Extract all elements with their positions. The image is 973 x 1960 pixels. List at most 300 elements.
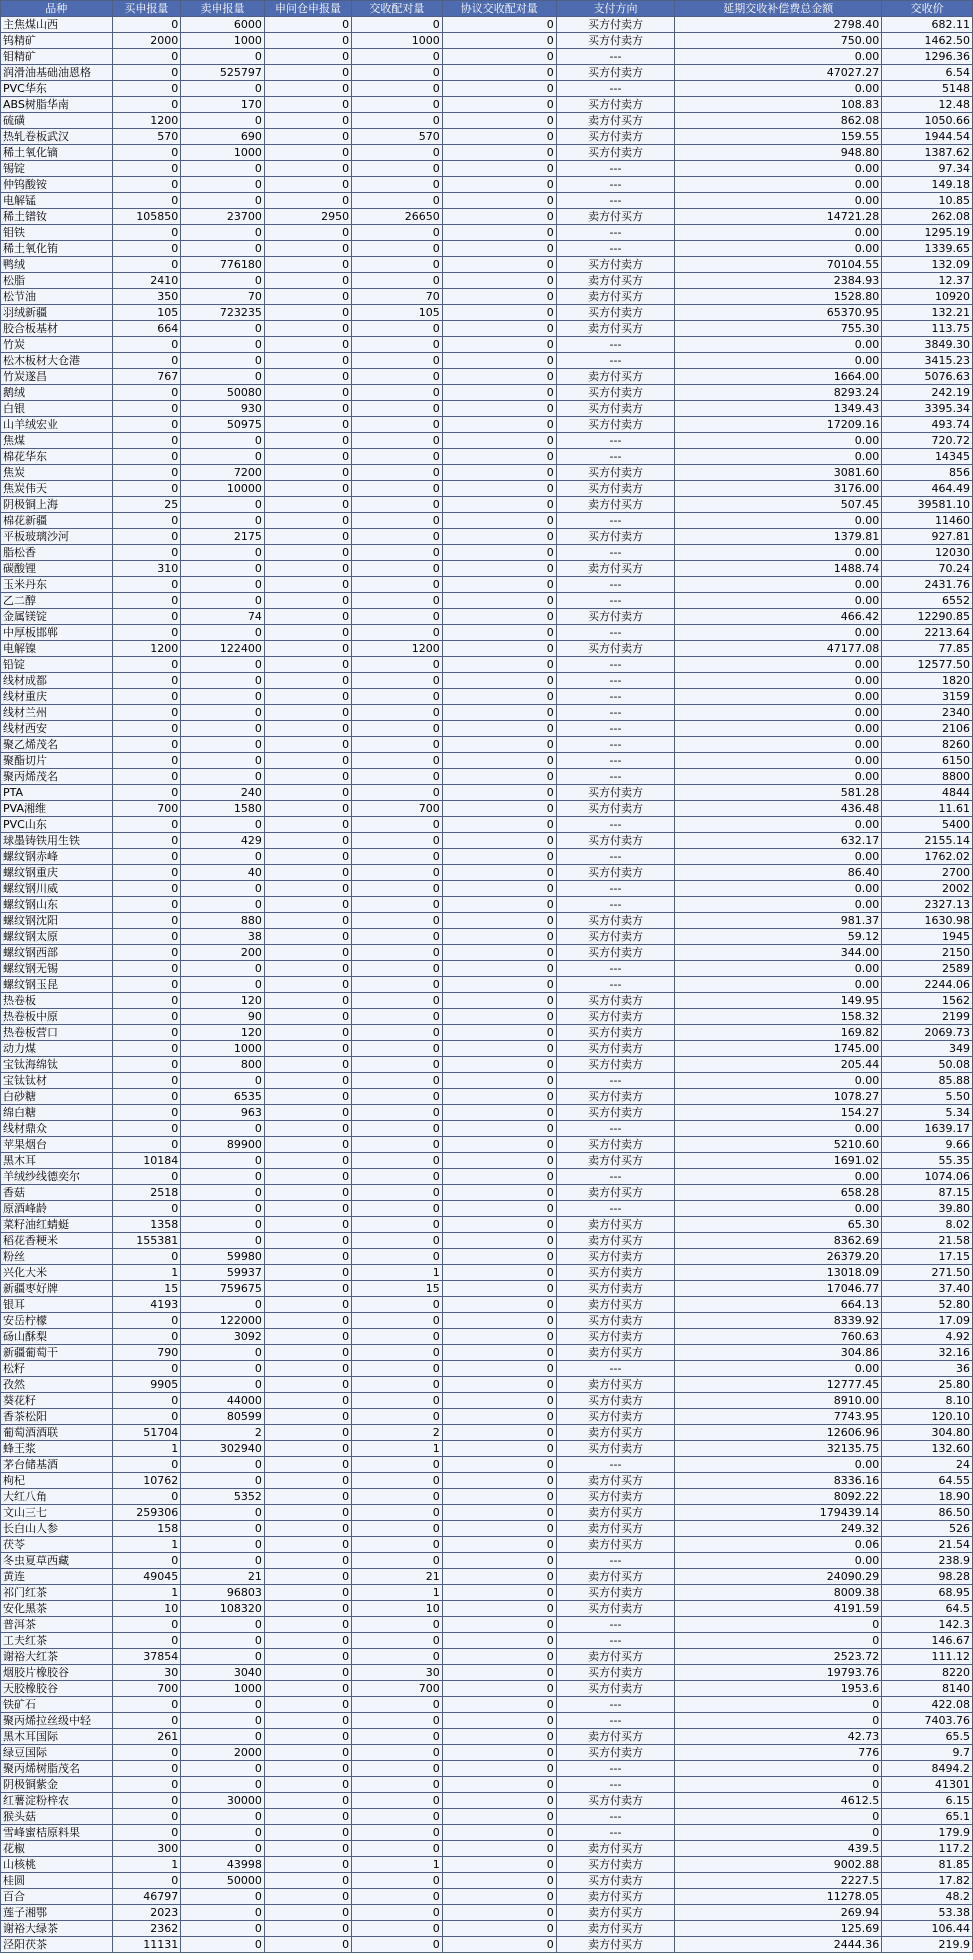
col-sell-declared-cell: 89900 — [181, 1137, 265, 1153]
col-compensation-total-cell: 86.40 — [675, 865, 882, 881]
col-variety-cell: 黑木耳 — [1, 1153, 113, 1169]
col-compensation-total-cell: 0.00 — [675, 737, 882, 753]
col-payment-direction-cell: --- — [556, 705, 675, 721]
col-compensation-total-cell: 8009.38 — [675, 1585, 882, 1601]
col-delivery-matched-cell: 0 — [352, 1937, 443, 1953]
col-warehouse-declared-cell: 0 — [264, 1601, 351, 1617]
col-delivery-matched-cell: 0 — [352, 81, 443, 97]
col-payment-direction-cell: --- — [556, 1697, 675, 1713]
col-agreement-matched-cell: 0 — [442, 145, 556, 161]
col-payment-direction-cell: --- — [556, 449, 675, 465]
col-agreement-matched-cell: 0 — [442, 65, 556, 81]
col-variety-cell: 松木板材大仓港 — [1, 353, 113, 369]
col-delivery-matched-cell: 2 — [352, 1425, 443, 1441]
table-row — [1, 49, 973, 65]
col-warehouse-declared-cell: 0 — [264, 353, 351, 369]
col-compensation-total-cell: 0.06 — [675, 1537, 882, 1553]
table-row — [1, 1329, 973, 1345]
col-agreement-matched-cell: 0 — [442, 1185, 556, 1201]
col-warehouse-declared-cell: 0 — [264, 1233, 351, 1249]
col-sell-declared-cell: 0 — [181, 433, 265, 449]
col-variety-cell: 松籽 — [1, 1361, 113, 1377]
col-delivery-matched-cell: 0 — [352, 529, 443, 545]
col-agreement-matched-cell: 0 — [442, 1569, 556, 1585]
col-sell-declared-cell: 38 — [181, 929, 265, 945]
col-compensation-total-cell: 0.00 — [675, 1457, 882, 1473]
col-delivery-price-cell: 25.80 — [882, 1377, 973, 1393]
table-row — [1, 401, 973, 417]
col-compensation-total-cell: 0.00 — [675, 353, 882, 369]
col-payment-direction-cell: 卖方付买方 — [556, 1425, 675, 1441]
col-variety-cell: 银耳 — [1, 1297, 113, 1313]
col-delivery-matched-cell: 0 — [352, 497, 443, 513]
col-delivery-price-cell: 3415.23 — [882, 353, 973, 369]
table-row — [1, 1377, 973, 1393]
col-buy-declared-cell: 0 — [112, 1777, 181, 1793]
table-row — [1, 977, 973, 993]
col-delivery-price-cell: 64.55 — [882, 1473, 973, 1489]
col-buy-declared-cell: 0 — [112, 1249, 181, 1265]
col-buy-declared-cell: 0 — [112, 913, 181, 929]
col-agreement-matched-cell: 0 — [442, 641, 556, 657]
table-row — [1, 721, 973, 737]
col-buy-declared-cell: 0 — [112, 257, 181, 273]
col-warehouse-declared-cell: 0 — [264, 1825, 351, 1841]
col-compensation-total-cell: 0 — [675, 1761, 882, 1777]
col-buy-declared-cell: 0 — [112, 865, 181, 881]
col-payment-direction-cell: 买方付卖方 — [556, 385, 675, 401]
col-agreement-matched-cell: 0 — [442, 945, 556, 961]
col-delivery-matched-cell: 0 — [352, 1873, 443, 1889]
col-sell-declared-cell: 0 — [181, 721, 265, 737]
col-delivery-matched-cell: 0 — [352, 1473, 443, 1489]
col-compensation-total-cell: 0 — [675, 1777, 882, 1793]
col-agreement-matched-cell: 0 — [442, 161, 556, 177]
col-buy-declared-cell: 0 — [112, 1393, 181, 1409]
col-sell-declared-cell: 0 — [181, 1697, 265, 1713]
col-delivery-matched-cell: 700 — [352, 801, 443, 817]
col-delivery-matched-cell: 0 — [352, 577, 443, 593]
col-compensation-total-cell: 169.82 — [675, 1025, 882, 1041]
col-delivery-matched-cell: 0 — [352, 353, 443, 369]
col-warehouse-declared-cell: 0 — [264, 1777, 351, 1793]
col-sell-declared-cell: 2175 — [181, 529, 265, 545]
col-agreement-matched-cell: 0 — [442, 593, 556, 609]
table-row — [1, 1697, 973, 1713]
col-sell-declared-cell: 0 — [181, 1297, 265, 1313]
col-warehouse-declared-cell: 0 — [264, 1473, 351, 1489]
col-warehouse-declared-cell: 0 — [264, 1505, 351, 1521]
col-delivery-matched-cell: 0 — [352, 545, 443, 561]
col-agreement-matched-cell: 0 — [442, 961, 556, 977]
col-warehouse-declared-cell: 0 — [264, 1921, 351, 1937]
col-warehouse-declared-cell: 0 — [264, 481, 351, 497]
col-warehouse-declared-cell: 0 — [264, 593, 351, 609]
col-warehouse-declared-cell: 0 — [264, 1697, 351, 1713]
col-warehouse-declared-cell: 0 — [264, 129, 351, 145]
col-delivery-matched-cell: 0 — [352, 689, 443, 705]
col-compensation-total-cell: 1349.43 — [675, 401, 882, 417]
col-delivery-matched-cell: 0 — [352, 913, 443, 929]
col-delivery-matched-cell: 0 — [352, 1521, 443, 1537]
col-sell-declared-cell: 120 — [181, 993, 265, 1009]
col-agreement-matched-cell: 0 — [442, 1809, 556, 1825]
col-payment-direction-cell: --- — [556, 1809, 675, 1825]
col-agreement-matched-cell: 0 — [442, 1745, 556, 1761]
col-delivery-matched-cell: 0 — [352, 1809, 443, 1825]
table-row — [1, 1217, 973, 1233]
col-delivery-price-cell: 39.80 — [882, 1201, 973, 1217]
col-delivery-matched-cell: 570 — [352, 129, 443, 145]
col-delivery-price-cell: 3395.34 — [882, 401, 973, 417]
col-agreement-matched-cell: 0 — [442, 417, 556, 433]
col-delivery-matched-cell: 0 — [352, 1249, 443, 1265]
col-warehouse-declared-cell: 0 — [264, 1745, 351, 1761]
col-compensation-total-cell: 1488.74 — [675, 561, 882, 577]
col-variety-cell: 稀土氧化镝 — [1, 145, 113, 161]
col-compensation-total-cell: 0.00 — [675, 161, 882, 177]
col-agreement-matched-cell: 0 — [442, 433, 556, 449]
col-agreement-matched-cell: 0 — [442, 209, 556, 225]
col-variety-cell: 泾阳茯茶 — [1, 1937, 113, 1953]
col-delivery-price-cell: 2106 — [882, 721, 973, 737]
col-sell-declared-cell: 0 — [181, 1505, 265, 1521]
col-sell-declared-cell: 5352 — [181, 1489, 265, 1505]
col-warehouse-declared-cell: 0 — [264, 1025, 351, 1041]
col-variety-cell: 山核桃 — [1, 1857, 113, 1873]
col-delivery-price-cell: 3849.30 — [882, 337, 973, 353]
col-buy-declared-cell: 0 — [112, 529, 181, 545]
col-warehouse-declared-cell: 2950 — [264, 209, 351, 225]
col-buy-declared-cell: 0 — [112, 353, 181, 369]
col-variety-cell: 枸杞 — [1, 1473, 113, 1489]
col-buy-declared-cell: 0 — [112, 1025, 181, 1041]
col-sell-declared-cell: 0 — [181, 193, 265, 209]
col-agreement-matched-cell: 0 — [442, 801, 556, 817]
col-warehouse-declared-cell: 0 — [264, 945, 351, 961]
col-buy-declared-cell: 350 — [112, 289, 181, 305]
col-compensation-total-cell: 0.00 — [675, 1121, 882, 1137]
col-variety-cell: 绿豆国际 — [1, 1745, 113, 1761]
col-buy-declared-cell: 0 — [112, 769, 181, 785]
col-warehouse-declared-cell: 0 — [264, 657, 351, 673]
col-compensation-total-cell: 0.00 — [675, 545, 882, 561]
table-row — [1, 817, 973, 833]
col-delivery-matched-cell: 0 — [352, 1537, 443, 1553]
table-row — [1, 1185, 973, 1201]
col-payment-direction-cell: --- — [556, 625, 675, 641]
col-buy-declared-cell: 0 — [112, 737, 181, 753]
col-delivery-price-cell: 55.35 — [882, 1153, 973, 1169]
col-compensation-total-cell: 8092.22 — [675, 1489, 882, 1505]
col-agreement-matched-cell: 0 — [442, 1345, 556, 1361]
col-buy-declared-cell: 0 — [112, 1329, 181, 1345]
col-agreement-matched-cell: 0 — [442, 1841, 556, 1857]
table-row — [1, 1761, 973, 1777]
col-sell-declared-cell: 0 — [181, 353, 265, 369]
col-delivery-price-cell: 113.75 — [882, 321, 973, 337]
col-payment-direction-cell: 卖方付买方 — [556, 1937, 675, 1953]
col-buy-declared-cell: 0 — [112, 1169, 181, 1185]
table-row — [1, 209, 973, 225]
col-delivery-price-cell: 682.11 — [882, 17, 973, 33]
col-buy-declared-cell: 0 — [112, 833, 181, 849]
col-payment-direction-cell: 卖方付买方 — [556, 1377, 675, 1393]
col-delivery-price-cell: 2199 — [882, 1009, 973, 1025]
col-delivery-matched-cell: 0 — [352, 241, 443, 257]
col-variety-cell: 线材兰州 — [1, 705, 113, 721]
col-warehouse-declared-cell: 0 — [264, 49, 351, 65]
col-delivery-matched-cell: 0 — [352, 593, 443, 609]
col-buy-declared-cell: 0 — [112, 705, 181, 721]
col-buy-declared-cell: 10184 — [112, 1153, 181, 1169]
col-sell-declared-cell: 10000 — [181, 481, 265, 497]
col-variety-cell: 线材鼎众 — [1, 1121, 113, 1137]
col-delivery-matched-cell: 0 — [352, 945, 443, 961]
col-delivery-price-cell: 12.37 — [882, 273, 973, 289]
col-warehouse-declared-cell: 0 — [264, 1281, 351, 1297]
col-agreement-matched-cell: 0 — [442, 1089, 556, 1105]
col-delivery-matched-cell: 0 — [352, 961, 443, 977]
col-compensation-total-cell: 0.00 — [675, 49, 882, 65]
col-compensation-total-cell: 19793.76 — [675, 1665, 882, 1681]
col-warehouse-declared-cell: 0 — [264, 1569, 351, 1585]
col-compensation-total-cell: 981.37 — [675, 913, 882, 929]
col-payment-direction-cell: 买方付卖方 — [556, 833, 675, 849]
col-delivery-price-cell: 526 — [882, 1521, 973, 1537]
col-payment-direction-cell: --- — [556, 225, 675, 241]
col-buy-declared-cell: 0 — [112, 1009, 181, 1025]
col-buy-declared-cell: 570 — [112, 129, 181, 145]
table-row — [1, 1073, 973, 1089]
col-payment-direction-cell: 卖方付买方 — [556, 369, 675, 385]
col-payment-direction-cell: --- — [556, 1073, 675, 1089]
col-variety-cell: 花椒 — [1, 1841, 113, 1857]
col-payment-direction-cell: 卖方付买方 — [556, 1905, 675, 1921]
col-payment-direction-cell: 卖方付买方 — [556, 1889, 675, 1905]
col-buy-declared-cell: 0 — [112, 1457, 181, 1473]
col-agreement-matched-cell: 0 — [442, 1329, 556, 1345]
table-row — [1, 193, 973, 209]
col-compensation-total-cell: 8910.00 — [675, 1393, 882, 1409]
col-variety-cell: 阴极铜紫金 — [1, 1777, 113, 1793]
col-warehouse-declared-cell: 0 — [264, 145, 351, 161]
col-compensation-total-cell: 8293.24 — [675, 385, 882, 401]
col-delivery-matched-cell: 0 — [352, 1313, 443, 1329]
col-variety-cell: 平板玻璃沙河 — [1, 529, 113, 545]
table-row — [1, 481, 973, 497]
col-payment-direction-cell: 卖方付买方 — [556, 1569, 675, 1585]
col-buy-declared-cell: 0 — [112, 817, 181, 833]
col-sell-declared-cell: 0 — [181, 1345, 265, 1361]
col-payment-direction-cell: 卖方付买方 — [556, 273, 675, 289]
col-delivery-matched-cell: 0 — [352, 1729, 443, 1745]
col-buy-declared-cell: 0 — [112, 577, 181, 593]
col-variety-cell: 中厚板邯郸 — [1, 625, 113, 641]
col-warehouse-declared-cell: 0 — [264, 1249, 351, 1265]
col-warehouse-declared-cell: 0 — [264, 417, 351, 433]
col-payment-direction-cell: --- — [556, 1169, 675, 1185]
col-agreement-matched-cell: 0 — [442, 529, 556, 545]
col-agreement-matched-cell: 0 — [442, 1393, 556, 1409]
col-variety-cell: 螺纹钢川威 — [1, 881, 113, 897]
col-variety-cell: 百合 — [1, 1889, 113, 1905]
col-agreement-matched-cell: 0 — [442, 177, 556, 193]
col-compensation-total-cell: 5210.60 — [675, 1137, 882, 1153]
col-agreement-matched-cell: 0 — [442, 1121, 556, 1137]
col-delivery-matched-cell: 0 — [352, 769, 443, 785]
col-sell-declared-cell: 776180 — [181, 257, 265, 273]
table-row — [1, 161, 973, 177]
col-agreement-matched-cell: 0 — [442, 1905, 556, 1921]
col-sell-declared-cell: 0 — [181, 1073, 265, 1089]
col-compensation-total-cell: 154.27 — [675, 1105, 882, 1121]
col-delivery-matched-cell: 0 — [352, 513, 443, 529]
col-buy-declared-cell: 767 — [112, 369, 181, 385]
table-row — [1, 385, 973, 401]
col-compensation-total-cell: 1953.6 — [675, 1681, 882, 1697]
col-agreement-matched-cell: 0 — [442, 1057, 556, 1073]
col-warehouse-declared-cell: 0 — [264, 161, 351, 177]
col-buy-declared-cell: 259306 — [112, 1505, 181, 1521]
col-delivery-matched-cell: 0 — [352, 1121, 443, 1137]
col-delivery-price-cell: 238.9 — [882, 1553, 973, 1569]
col-buy-declared-cell: 0 — [112, 881, 181, 897]
table-row — [1, 1889, 973, 1905]
col-delivery-matched-cell: 0 — [352, 609, 443, 625]
col-variety-cell: 新疆葡萄干 — [1, 1345, 113, 1361]
col-agreement-matched-cell: 0 — [442, 1169, 556, 1185]
col-warehouse-declared-cell: 0 — [264, 65, 351, 81]
col-payment-direction-cell: --- — [556, 1825, 675, 1841]
col-sell-declared-cell: 0 — [181, 321, 265, 337]
col-delivery-matched-cell: 0 — [352, 465, 443, 481]
col-compensation-total-cell: 0.00 — [675, 977, 882, 993]
col-buy-declared-cell: 37854 — [112, 1649, 181, 1665]
col-delivery-price-cell: 21.58 — [882, 1233, 973, 1249]
table-row — [1, 993, 973, 1009]
col-compensation-total-header: 延期交收补偿费总金额 — [675, 1, 882, 17]
col-delivery-price-cell: 11.61 — [882, 801, 973, 817]
table-row — [1, 289, 973, 305]
col-buy-declared-cell: 0 — [112, 481, 181, 497]
col-buy-declared-cell: 0 — [112, 1313, 181, 1329]
col-agreement-matched-cell: 0 — [442, 17, 556, 33]
col-delivery-price-cell: 2069.73 — [882, 1025, 973, 1041]
col-variety-cell: 热轧卷板武汉 — [1, 129, 113, 145]
table-row — [1, 1617, 973, 1633]
col-delivery-price-cell: 8494.2 — [882, 1761, 973, 1777]
col-delivery-matched-cell: 0 — [352, 929, 443, 945]
table-row — [1, 913, 973, 929]
col-delivery-matched-cell: 0 — [352, 1185, 443, 1201]
col-delivery-price-cell: 422.08 — [882, 1697, 973, 1713]
col-buy-declared-cell: 0 — [112, 1089, 181, 1105]
col-delivery-price-cell: 36 — [882, 1361, 973, 1377]
col-delivery-price-cell: 8.10 — [882, 1393, 973, 1409]
col-delivery-price-cell: 2213.64 — [882, 625, 973, 641]
col-payment-direction-cell: --- — [556, 1121, 675, 1137]
col-delivery-matched-cell: 0 — [352, 385, 443, 401]
col-delivery-price-cell: 111.12 — [882, 1649, 973, 1665]
col-delivery-matched-cell: 0 — [352, 1073, 443, 1089]
col-compensation-total-cell: 1528.80 — [675, 289, 882, 305]
col-buy-declared-cell: 0 — [112, 1553, 181, 1569]
col-compensation-total-cell: 32135.75 — [675, 1441, 882, 1457]
table-row — [1, 1809, 973, 1825]
col-agreement-matched-cell: 0 — [442, 1857, 556, 1873]
col-agreement-matched-cell: 0 — [442, 1313, 556, 1329]
col-buy-declared-cell: 0 — [112, 929, 181, 945]
table-row — [1, 17, 973, 33]
col-buy-declared-cell: 1358 — [112, 1217, 181, 1233]
col-delivery-price-cell: 2431.76 — [882, 577, 973, 593]
col-agreement-matched-cell: 0 — [442, 1937, 556, 1953]
col-delivery-matched-cell: 0 — [352, 1057, 443, 1073]
col-compensation-total-cell: 0.00 — [675, 193, 882, 209]
col-payment-direction-cell: --- — [556, 673, 675, 689]
col-delivery-matched-cell: 30 — [352, 1665, 443, 1681]
col-sell-declared-cell: 70 — [181, 289, 265, 305]
col-agreement-matched-cell: 0 — [442, 1585, 556, 1601]
col-warehouse-declared-cell: 0 — [264, 177, 351, 193]
col-delivery-matched-cell: 0 — [352, 897, 443, 913]
col-variety-cell: 菜籽油红蜻蜓 — [1, 1217, 113, 1233]
col-buy-declared-cell: 105 — [112, 305, 181, 321]
col-warehouse-declared-cell: 0 — [264, 385, 351, 401]
col-sell-declared-cell: 0 — [181, 1521, 265, 1537]
col-variety-cell: 热卷板 — [1, 993, 113, 1009]
col-buy-declared-cell: 0 — [112, 593, 181, 609]
col-sell-declared-cell: 0 — [181, 1153, 265, 1169]
col-payment-direction-cell: --- — [556, 49, 675, 65]
col-buy-declared-cell: 10762 — [112, 1473, 181, 1489]
col-agreement-matched-cell: 0 — [442, 1601, 556, 1617]
col-agreement-matched-cell: 0 — [442, 465, 556, 481]
col-buy-declared-cell: 0 — [112, 1697, 181, 1713]
col-variety-cell: 主焦煤山西 — [1, 17, 113, 33]
col-compensation-total-cell: 439.5 — [675, 1841, 882, 1857]
col-variety-cell: 钼铁 — [1, 225, 113, 241]
col-compensation-total-cell: 65.30 — [675, 1217, 882, 1233]
col-variety-cell: 焦炭伟天 — [1, 481, 113, 497]
col-warehouse-declared-cell: 0 — [264, 1809, 351, 1825]
col-compensation-total-cell: 3176.00 — [675, 481, 882, 497]
col-delivery-price-cell: 132.09 — [882, 257, 973, 273]
col-warehouse-declared-cell: 0 — [264, 1105, 351, 1121]
col-delivery-price-cell: 132.21 — [882, 305, 973, 321]
table-row — [1, 129, 973, 145]
col-delivery-price-cell: 98.28 — [882, 1569, 973, 1585]
col-warehouse-declared-cell: 0 — [264, 81, 351, 97]
col-delivery-price-cell: 149.18 — [882, 177, 973, 193]
col-payment-direction-cell: 买方付卖方 — [556, 33, 675, 49]
col-sell-declared-cell: 0 — [181, 241, 265, 257]
col-agreement-matched-cell: 0 — [442, 497, 556, 513]
col-sell-declared-cell: 0 — [181, 769, 265, 785]
col-warehouse-declared-cell: 0 — [264, 257, 351, 273]
col-delivery-matched-cell: 1 — [352, 1441, 443, 1457]
table-row — [1, 1201, 973, 1217]
col-warehouse-declared-cell: 0 — [264, 1889, 351, 1905]
table-row — [1, 1441, 973, 1457]
col-sell-declared-cell: 0 — [181, 1457, 265, 1473]
col-delivery-price-cell: 70.24 — [882, 561, 973, 577]
col-delivery-matched-cell: 0 — [352, 1137, 443, 1153]
col-compensation-total-cell: 149.95 — [675, 993, 882, 1009]
col-buy-declared-cell: 0 — [112, 337, 181, 353]
col-delivery-price-cell: 17.15 — [882, 1249, 973, 1265]
